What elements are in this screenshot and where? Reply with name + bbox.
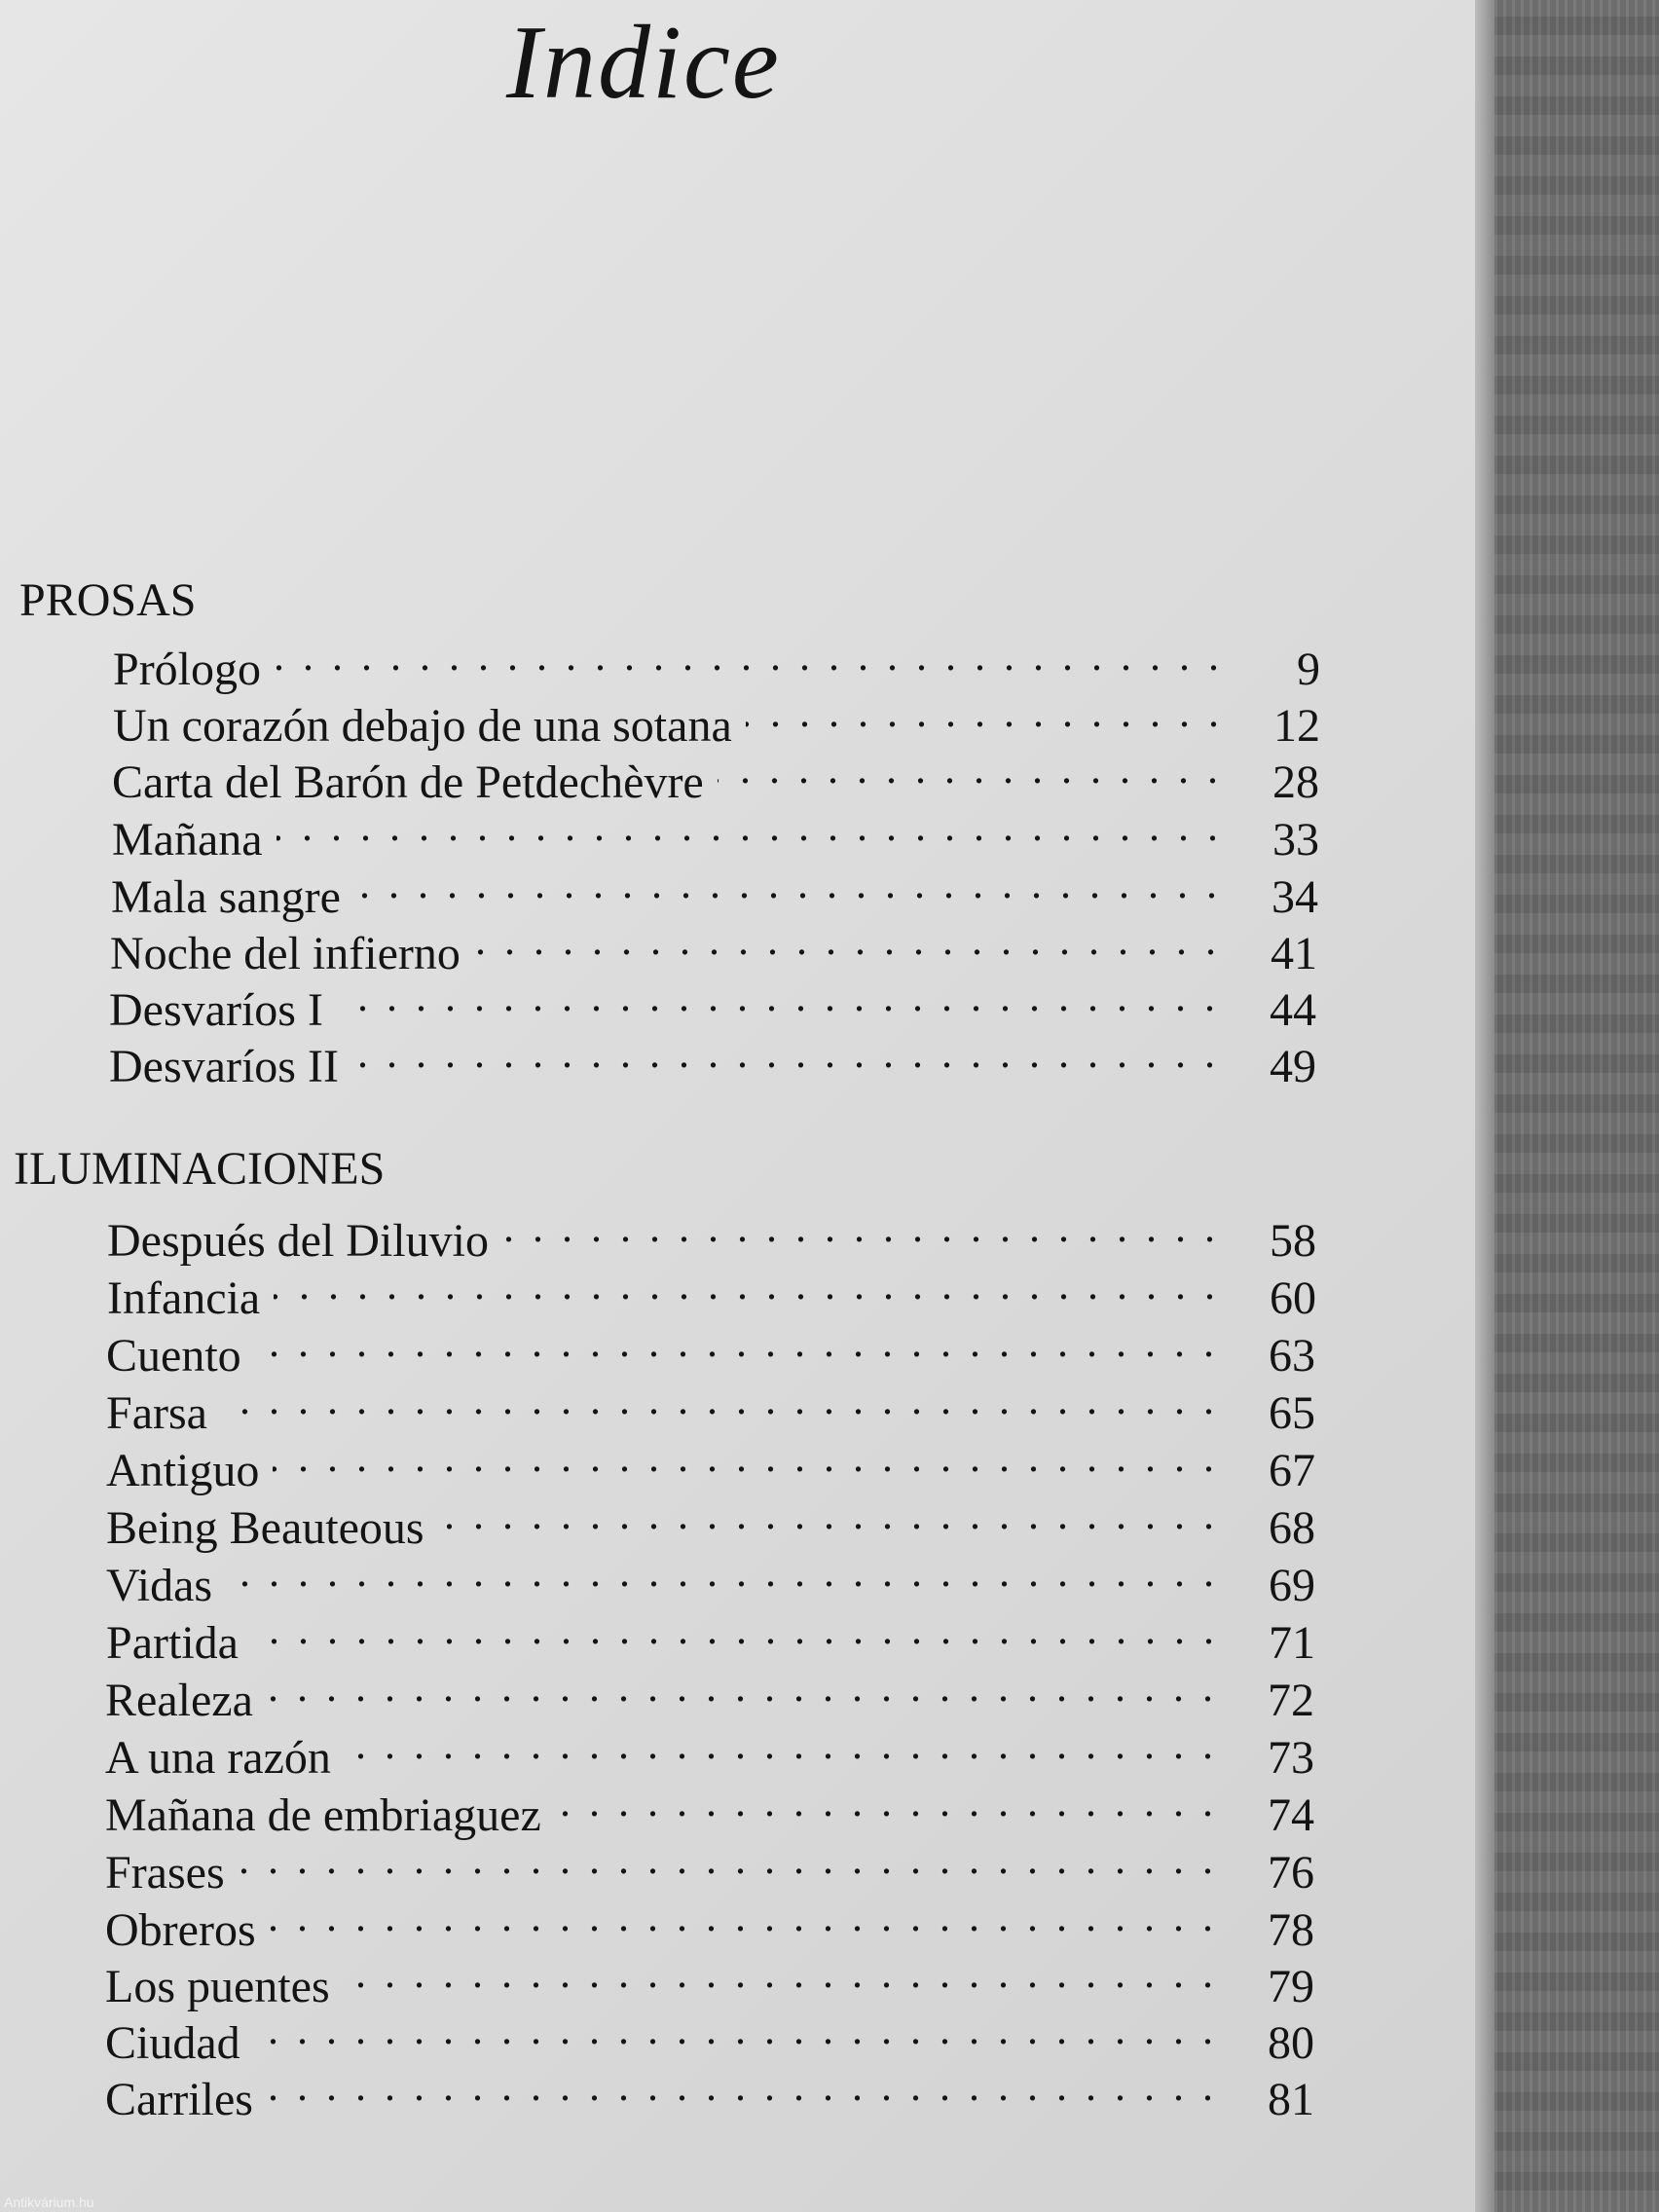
background-surface — [1494, 0, 1659, 2212]
entry-title: Mañana de embriaguez — [105, 1789, 541, 1841]
entry-page-number: 63 — [1269, 1330, 1315, 1382]
entry-page-number: 34 — [1272, 871, 1318, 923]
dot-leader — [221, 1372, 1218, 1428]
toc-entry — [109, 969, 1316, 1036]
toc-entry — [106, 1487, 1315, 1554]
entry-title: Prólogo — [113, 644, 262, 695]
entry-title: Frases — [105, 1847, 225, 1899]
entry-title: Un corazón debajo de una sotana — [113, 700, 732, 752]
dot-leader — [337, 969, 1219, 1025]
dot-leader — [274, 1257, 1219, 1313]
toc-entry — [105, 1945, 1314, 2012]
dot-leader — [352, 1025, 1219, 1082]
toc-entry — [113, 684, 1320, 752]
toc-entry — [106, 1602, 1315, 1669]
entry-title: Being Beauteous — [106, 1502, 424, 1554]
entry-title: Farsa — [106, 1387, 207, 1439]
entry-title: Infancia — [107, 1272, 261, 1324]
toc-entry — [105, 1716, 1314, 1784]
section-heading-iluminaciones: ILUMINACIONES — [14, 1143, 386, 1195]
entry-title: Antiguo — [106, 1445, 260, 1496]
toc-entry — [107, 1257, 1316, 1324]
toc-entry — [105, 1774, 1314, 1841]
dot-leader — [267, 2058, 1217, 2115]
entry-page-number: 69 — [1269, 1560, 1315, 1611]
entry-page-number: 33 — [1272, 814, 1319, 866]
dot-leader — [345, 1716, 1217, 1773]
toc-entry — [106, 1314, 1315, 1382]
dot-leader — [252, 1602, 1218, 1658]
dot-leader — [239, 1831, 1217, 1888]
entry-title: Carta del Barón de Petdechèvre — [112, 756, 704, 808]
toc-entry — [110, 912, 1317, 979]
dot-leader — [226, 1544, 1218, 1601]
entry-page-number: 12 — [1273, 700, 1320, 752]
toc-entry — [106, 1372, 1315, 1439]
toc-entry — [105, 1659, 1314, 1726]
section-heading-prosas: PROSAS — [19, 574, 197, 626]
entry-page-number: 72 — [1268, 1675, 1314, 1726]
toc-entry — [112, 741, 1319, 808]
dot-leader — [718, 741, 1222, 797]
entry-title: Mala sangre — [111, 871, 341, 923]
entry-page-number: 65 — [1269, 1387, 1315, 1439]
dot-leader — [344, 1945, 1217, 2002]
dot-leader — [474, 912, 1220, 969]
entry-title: Partida — [106, 1617, 239, 1669]
entry-title: Cuento — [106, 1330, 241, 1382]
entry-title: Carriles — [105, 2074, 253, 2125]
toc-entry — [109, 1025, 1316, 1092]
entry-title: Vidas — [106, 1560, 213, 1611]
dot-leader — [275, 628, 1223, 684]
entry-page-number: 44 — [1270, 984, 1316, 1036]
dot-leader — [267, 1659, 1217, 1715]
entry-page-number: 49 — [1270, 1041, 1316, 1092]
dot-leader — [255, 1314, 1218, 1371]
toc-entry — [105, 2002, 1314, 2069]
entry-page-number: 76 — [1268, 1847, 1314, 1899]
toc-entry — [105, 1889, 1314, 1956]
entry-page-number: 58 — [1270, 1215, 1316, 1267]
watermark-text: Antikvárium.hu — [4, 2194, 94, 2210]
entry-title: Desvaríos II — [109, 1041, 339, 1092]
dot-leader — [254, 2002, 1217, 2058]
entry-page-number: 9 — [1297, 644, 1320, 695]
toc-entry — [112, 798, 1319, 866]
dot-leader — [502, 1199, 1219, 1256]
entry-title: Obreros — [105, 1904, 256, 1956]
entry-title: Mañana — [112, 814, 263, 866]
entry-page-number: 68 — [1269, 1502, 1315, 1554]
toc-entry — [111, 856, 1318, 923]
dot-leader — [746, 684, 1223, 741]
entry-page-number: 74 — [1268, 1789, 1314, 1841]
dot-leader — [438, 1487, 1218, 1543]
entry-title: Ciudad — [105, 2017, 240, 2069]
toc-entry — [106, 1544, 1315, 1611]
entry-page-number: 79 — [1268, 1961, 1314, 2012]
entry-page-number: 73 — [1268, 1732, 1314, 1784]
entry-page-number: 67 — [1269, 1445, 1315, 1496]
toc-entry — [105, 2058, 1314, 2125]
page-title: Indice — [506, 5, 781, 121]
entry-title: Después del Diluvio — [107, 1215, 489, 1267]
entry-title: A una razón — [105, 1732, 331, 1784]
dot-leader — [276, 798, 1222, 855]
entry-page-number: 41 — [1271, 928, 1317, 979]
dot-leader — [273, 1429, 1218, 1486]
toc-entry — [106, 1429, 1315, 1496]
dot-leader — [354, 856, 1221, 912]
entry-page-number: 81 — [1268, 2074, 1314, 2125]
toc-entry — [113, 628, 1320, 695]
toc-entry — [105, 1831, 1314, 1899]
entry-title: Los puentes — [105, 1961, 330, 2012]
entry-page-number: 28 — [1272, 756, 1319, 808]
entry-page-number: 78 — [1268, 1904, 1314, 1956]
entry-page-number: 71 — [1269, 1617, 1315, 1669]
entry-title: Noche del infierno — [110, 928, 461, 979]
entry-page-number: 60 — [1270, 1272, 1316, 1324]
page-edge — [1475, 0, 1494, 2212]
entry-title: Desvaríos I — [109, 984, 323, 1036]
dot-leader — [270, 1889, 1217, 1945]
entry-title: Realeza — [105, 1675, 253, 1726]
dot-leader — [555, 1774, 1217, 1830]
toc-entry — [107, 1199, 1316, 1267]
entry-page-number: 80 — [1268, 2017, 1314, 2069]
